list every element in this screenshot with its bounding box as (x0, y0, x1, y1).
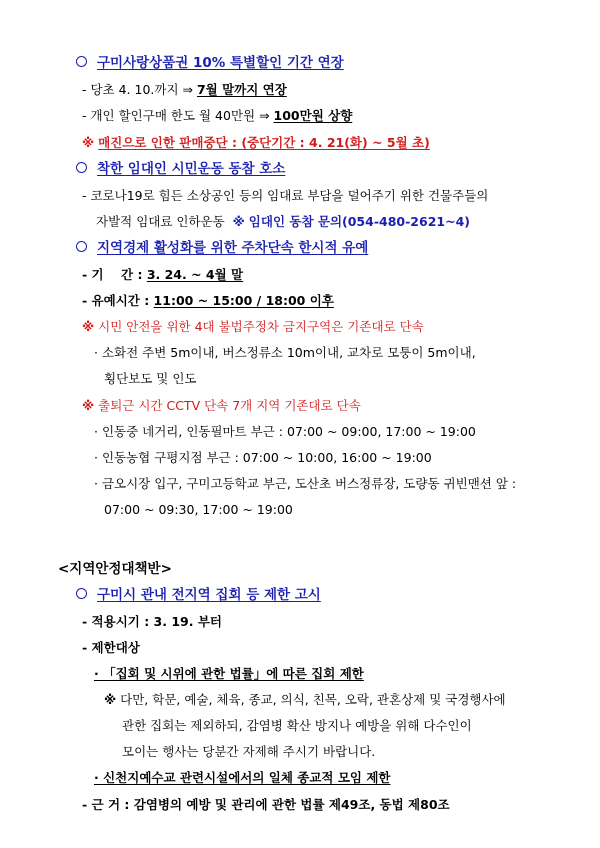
circle-bullet-icon (76, 56, 87, 67)
reference-mark-icon: ※ (104, 692, 117, 707)
sec4-target-1-note-1: ※ 다만, 학문, 예술, 체육, 종교, 의식, 친목, 오락, 관혼상제 및 국경행사에 (104, 692, 506, 707)
sec1-note: ※ 매진으로 인한 판매중단 : (중단기간 : 4. 21(화) ~ 5월 초) (82, 135, 430, 150)
sec1-line-2: - 개인 할인구매 한도 월 40만원 ⇒ 100만원 상향 (82, 108, 353, 123)
section-2-heading: 착한 임대인 시민운동 동참 호소 (76, 159, 285, 179)
sec3-grace-time: - 유예시간 : 11:00 ~ 15:00 / 18:00 이후 (82, 293, 334, 308)
sec4-target-1-note-2: 관한 집회는 제외하되, 감염병 확산 방지나 예방을 위해 다수인이 (122, 718, 472, 733)
sec4-apply-date: - 적용시기 : 3. 19. 부터 (82, 614, 222, 629)
sec3-note-1-bullet-1: · 소화전 주변 5m이내, 버스정류소 10m이내, 교차로 모퉁이 5m이내, (94, 345, 476, 360)
circle-bullet-icon (76, 588, 87, 599)
cctv-location-3-time: 07:00 ~ 09:30, 17:00 ~ 19:00 (104, 502, 293, 517)
reference-mark-icon: ※ (82, 135, 95, 150)
sec3-period: - 기 간 : 3. 24. ~ 4월 말 (82, 267, 244, 282)
sec4-target-1-note-3: 모이는 행사는 당분간 자제해 주시기 바랍니다. (122, 744, 376, 759)
sec4-target-1: · 「집회 및 시위에 관한 법률」에 따른 집회 제한 (94, 666, 364, 681)
section-1-heading: 구미사랑상품권 10% 특별할인 기간 연장 (76, 53, 344, 73)
circle-bullet-icon (76, 241, 87, 252)
reference-mark-icon: ※ (82, 319, 95, 334)
section-4-heading: 구미시 관내 전지역 집회 등 제한 고시 (76, 585, 321, 605)
cctv-location-1: · 인동중 네거리, 인동필마트 부근 : 07:00 ~ 09:00, 17:00 ~ 19:00 (94, 424, 476, 439)
reference-mark-icon: ※ (82, 398, 95, 413)
circle-bullet-icon (76, 162, 87, 173)
sec4-basis: - 근 거 : 감염병의 예방 및 관리에 관한 법률 제49조, 동법 제80조 (82, 797, 450, 812)
cctv-location-2: · 인동농협 구평지점 부근 : 07:00 ~ 10:00, 16:00 ~ 19:00 (94, 450, 432, 465)
sec1-line-1: - 당초 4. 10.까지 ⇒ 7월 말까지 연장 (82, 82, 287, 97)
sec2-line-1: - 코로나19로 힘든 소상공인 등의 임대료 부담을 덜어주기 위한 건물주들의 (82, 188, 489, 203)
reference-mark-icon: ※ (232, 214, 245, 229)
sec2-line-2: 자발적 임대료 인하운동 ※ 임대인 동참 문의(054-480-2621~4) (96, 214, 470, 229)
section-3-heading: 지역경제 활성화를 위한 주차단속 한시적 유예 (76, 238, 368, 258)
sec3-note-1: ※ 시민 안전을 위한 4대 불법주정차 금지구역은 기존대로 단속 (82, 319, 424, 334)
section-title: <지역안정대책반> (58, 561, 172, 577)
sec3-note-1-bullet-2: 횡단보도 및 인도 (104, 371, 197, 386)
sec4-target: - 제한대상 (82, 640, 140, 655)
sec4-target-2: · 신천지예수교 관련시설에서의 일체 종교적 모임 제한 (94, 770, 391, 785)
cctv-location-3: · 금오시장 입구, 구미고등학교 부근, 도산초 버스정류장, 도량동 귀빈맨션 앞 : (94, 476, 517, 491)
sec3-note-2: ※ 출퇴근 시간 CCTV 단속 7개 지역 기존대로 단속 (82, 398, 361, 413)
